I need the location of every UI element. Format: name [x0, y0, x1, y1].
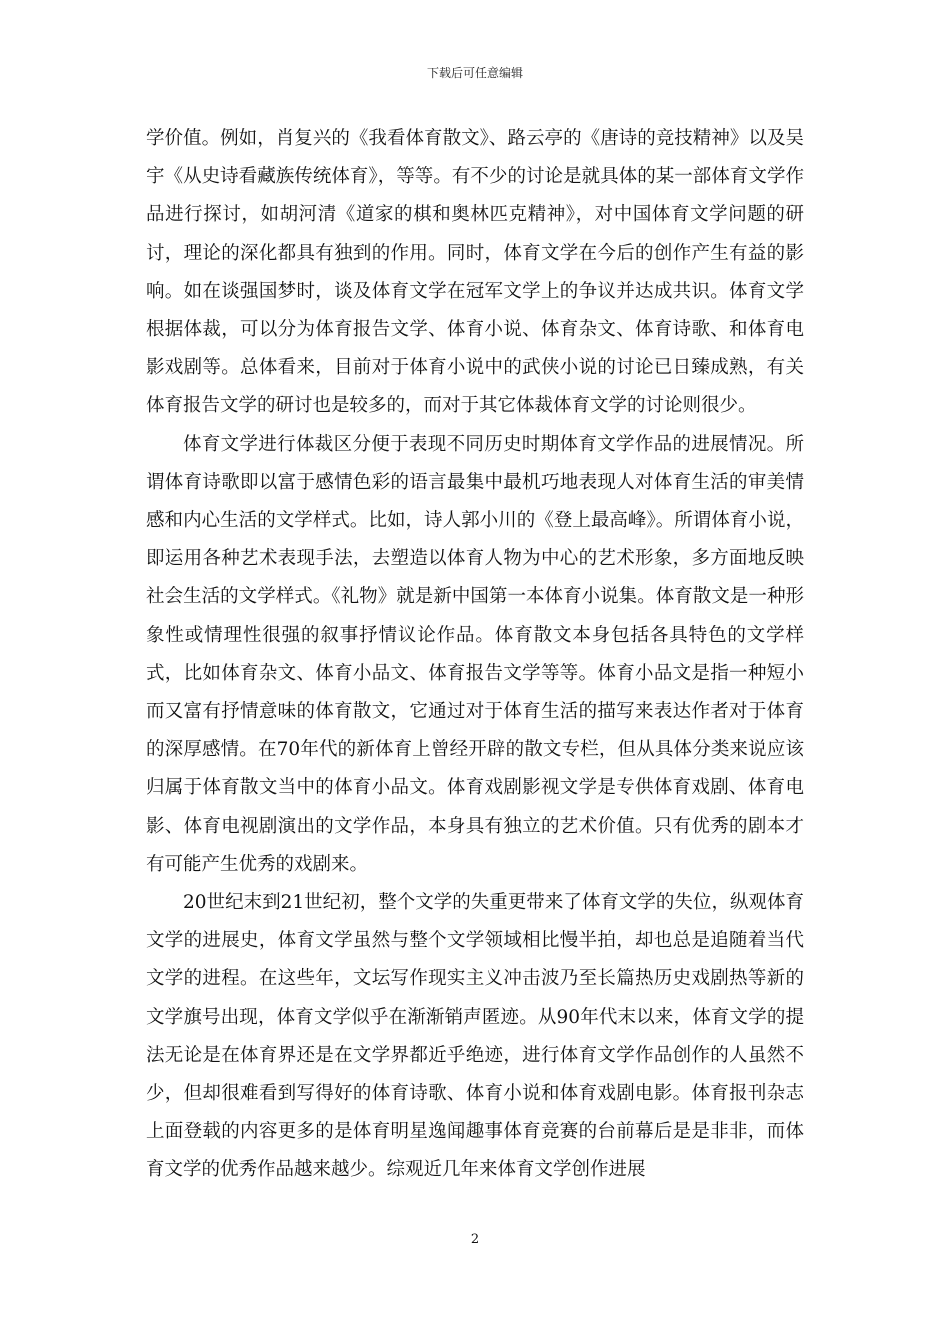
paragraph-decline: 20世纪末到21世纪初，整个文学的失重更带来了体育文学的失位，纵观体育文学的进展史，体育文学虽然与整个文学领域相比慢半拍，却也总是追随着当代文学的进程。在这些年，文坛写作现实主义冲击波乃至长篇热历史戏剧热等新的文学旗号出现，体育文学似乎在渐渐销声匿迹。从90年代末以来，体育文学的提法无论是在体育界还是在文学界都近乎绝迹，进行体育文学作品创作的人虽然不少，但却很难看到写得好的体育诗歌、体育小说和体育戏剧电影。体育报刊杂志上面登载的内容更多的是体育明星逸闻趣事体育竞赛的台前幕后是是非非，而体育文学的优秀作品越来越少。综观近几年来体育文学创作进展 [146, 892, 804, 1181]
page-number: 2 [470, 1232, 480, 1247]
document-body [146, 120, 804, 1190]
paragraph-continuation: 学价值。例如，肖复兴的《我看体育散文》、路云亭的《唐诗的竞技精神》以及吴宇《从史诗看藏族传统体育》，等等。有不少的讨论是就具体的某一部体育文学作品进行探讨，如胡河清《道家的棋和奥林匹克精神》，对中国体育文学问题的研讨，理论的深化都具有独到的作用。同时，体育文学在今后的创作产生有益的影响。如在谈强国梦时，谈及体育文学在冠军文学上的争议并达成共识。体育文学根据体裁，可以分为体育报告文学、体育小说、体育杂文、体育诗歌、和体育电影戏剧等。总体看来，目前对于体育小说中的武侠小说的讨论已日臻成熟，有关体育报告文学的研讨也是较多的，而对于其它体裁体育文学的讨论则很少。 [146, 128, 804, 417]
paragraph-genre-classification: 体育文学进行体裁区分便于表现不同历史时期体育文学作品的进展情况。所谓体育诗歌即以富于感情色彩的语言最集中最机巧地表现人对体育生活的审美情感和内心生活的文学样式。比如，诗人郭小川的《登上最高峰》。所谓体育小说，即运用各种艺术表现手法，去塑造以体育人物为中心的艺术形象，多方面地反映社会生活的文学样式。《礼物》就是新中国第一本体育小说集。体育散文是一种形象性或情理性很强的叙事抒情议论作品。体育散文本身包括各具特色的文学样式，比如体育杂文、体育小品文、体育报告文学等等。体育小品文是指一种短小而又富有抒情意味的体育散文，它通过对于体育生活的描写来表达作者对于体育的深厚感情。在70年代的新体育上曾经开辟的散文专栏，但从具体分类来说应该归属于体育散文当中的体育小品文。体育戏剧影视文学是专供体育戏剧、体育电影、体育电视剧演出的文学作品，本身具有独立的艺术价值。只有优秀的剧本才有可能产生优秀的戏剧来。 [146, 433, 804, 875]
page-header: 下载后可任意编辑 [426, 66, 523, 80]
